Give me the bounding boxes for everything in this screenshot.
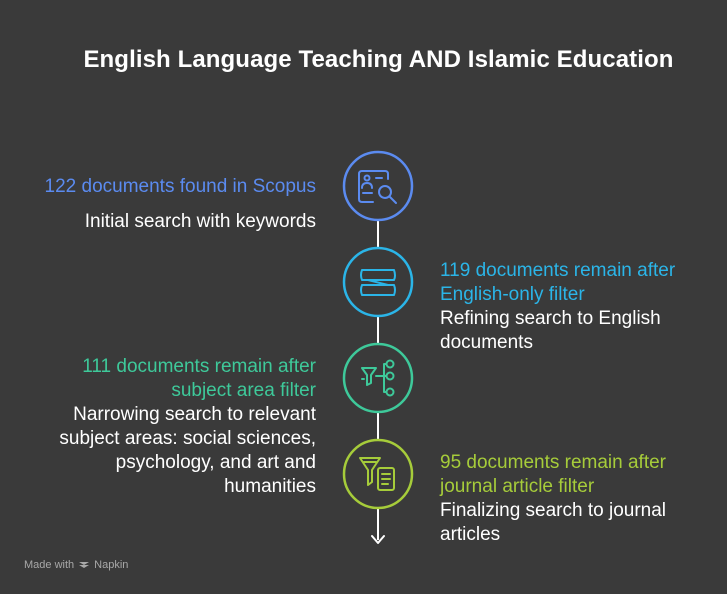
napkin-brand-label: Napkin <box>94 559 129 571</box>
napkin-logo-icon <box>78 559 90 571</box>
step-4-heading: 95 documents remain after journal article filter <box>440 452 667 497</box>
step-3-description: Narrowing search to relevant subject areas: social sciences, psychology, and art and humanities <box>59 404 316 497</box>
step-2-node <box>344 248 412 316</box>
step-2-heading: 119 documents remain after English-only filter <box>440 260 676 305</box>
step-2-text <box>440 259 720 355</box>
step-1-node <box>344 152 412 220</box>
footer <box>24 559 128 571</box>
step-3-node <box>344 344 412 412</box>
step-4-node <box>344 440 412 508</box>
step-1-description: Initial search with keywords <box>84 211 316 232</box>
step-4-text <box>440 451 720 547</box>
step-4-description: Finalizing search to journal articles <box>440 500 667 545</box>
step-3-heading: 111 documents remain after subject area filter <box>82 356 316 401</box>
step-2-description: Refining search to English documents <box>440 308 661 353</box>
made-with-label: Made with <box>24 559 75 571</box>
diagram-title: English Language Teaching AND Islamic Education <box>83 46 674 73</box>
step-1-heading: 122 documents found in Scopus <box>44 176 316 197</box>
step-3-text <box>30 355 316 499</box>
step-1-text <box>20 175 316 234</box>
